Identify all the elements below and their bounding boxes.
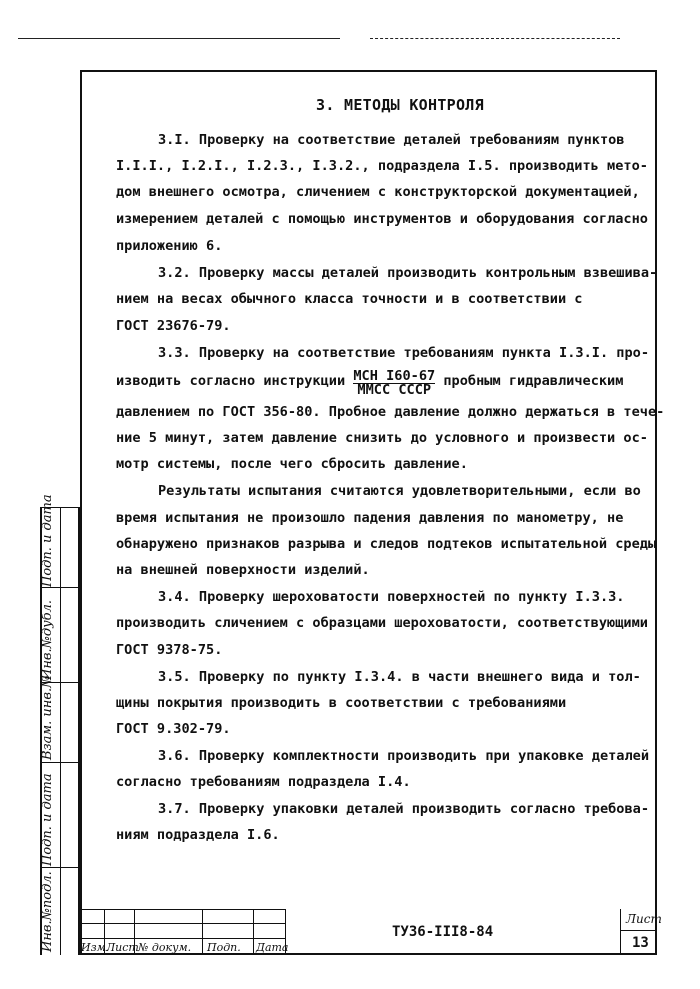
body-line: дом внешнего осмотра, сличением с конструкторской документацией, — [116, 184, 640, 200]
body-line: на внешней поверхности изделий. — [116, 562, 370, 578]
body-line: 3.4. Проверку шероховатости поверхностей по пункту I.3.3. — [158, 589, 625, 605]
body-line: Результаты испытания считаются удовлетворительными, если во — [158, 483, 641, 499]
body-line: давлением по ГОСТ 356-80. Пробное давление должно держаться в тече- — [116, 404, 665, 420]
instruction-reference — [353, 370, 435, 397]
side-label-sign-date: Подп. и дата — [40, 773, 55, 866]
side-label-original-inv: Инв.№подл. — [40, 871, 55, 952]
body-line: приложению 6. — [116, 238, 223, 254]
title-block-doc-no: № докум. — [138, 941, 192, 954]
sheet-label: Лист — [626, 912, 662, 926]
body-line: мотр системы, после чего сбросить давление. — [116, 456, 468, 472]
title-block — [80, 909, 662, 955]
body-line: согласно требованиям подраздела I.4. — [116, 774, 411, 790]
body-line: 3.7. Проверку упаковки деталей производить согласно требова- — [158, 801, 650, 817]
body-fragment: изводить согласно инструкции — [116, 373, 346, 389]
side-label-replace-inv: Взам. инв.№ — [40, 675, 55, 760]
title-block-sheet-col: Лист — [106, 941, 139, 954]
body-line: 3.6. Проверку комплектности производить при упаковке деталей — [158, 748, 650, 764]
body-fragment: пробным гидравлическим — [443, 373, 624, 389]
title-block-change: Изм. — [81, 941, 110, 954]
body-line-with-fraction — [116, 370, 623, 397]
side-label-duplicate-inv: Инв.№дубл. — [40, 599, 55, 680]
body-line: ние 5 минут, затем давление снизить до условного и произвести ос- — [116, 430, 648, 446]
body-line: нием на весах обычного класса точности и в соответствии с — [116, 291, 583, 307]
body-line: 3.I. Проверку на соответствие деталей требованиям пунктов — [158, 132, 625, 148]
document-code: ТУ36-III8-84 — [392, 924, 494, 940]
title-block-date: Дата — [256, 941, 289, 954]
instruction-code: МСН I60-67 — [353, 368, 436, 384]
body-line: 3.2. Проверку массы деталей производить контрольным взвешива- — [158, 265, 658, 281]
instruction-ministry: ММСС СССР — [357, 382, 432, 398]
body-line: ниям подраздела I.6. — [116, 827, 280, 843]
sheet-number: 13 — [632, 935, 649, 951]
section-title: 3. МЕТОДЫ КОНТРОЛЯ — [316, 96, 484, 114]
body-line: 3.5. Проверку по пункту I.3.4. в части внешнего вида и тол- — [158, 669, 641, 685]
body-line: производить сличением с образцами шероховатости, соответствующими — [116, 615, 648, 631]
title-block-sign: Подп. — [207, 941, 241, 954]
body-line: I.I.I., I.2.I., I.2.3., I.3.2., подраздела I.5. производить мето- — [116, 158, 648, 174]
body-line: ГОСТ 9.302-79. — [116, 721, 231, 737]
side-label-sign-date: Подп. и дата — [40, 494, 55, 587]
body-line: обнаружено признаков разрыва и следов подтеков испытательной среды — [116, 536, 657, 552]
body-line: 3.3. Проверку на соответствие требованиям пункта I.3.I. про- — [158, 345, 650, 361]
body-line: ГОСТ 23676-79. — [116, 318, 231, 334]
body-line: время испытания не произошло падения давления по манометру, не — [116, 510, 624, 526]
body-line: щины покрытия производить в соответствии с требованиями — [116, 695, 567, 711]
body-line: измерением деталей с помощью инструментов и оборудования согласно — [116, 211, 648, 227]
body-line: ГОСТ 9378-75. — [116, 642, 223, 658]
